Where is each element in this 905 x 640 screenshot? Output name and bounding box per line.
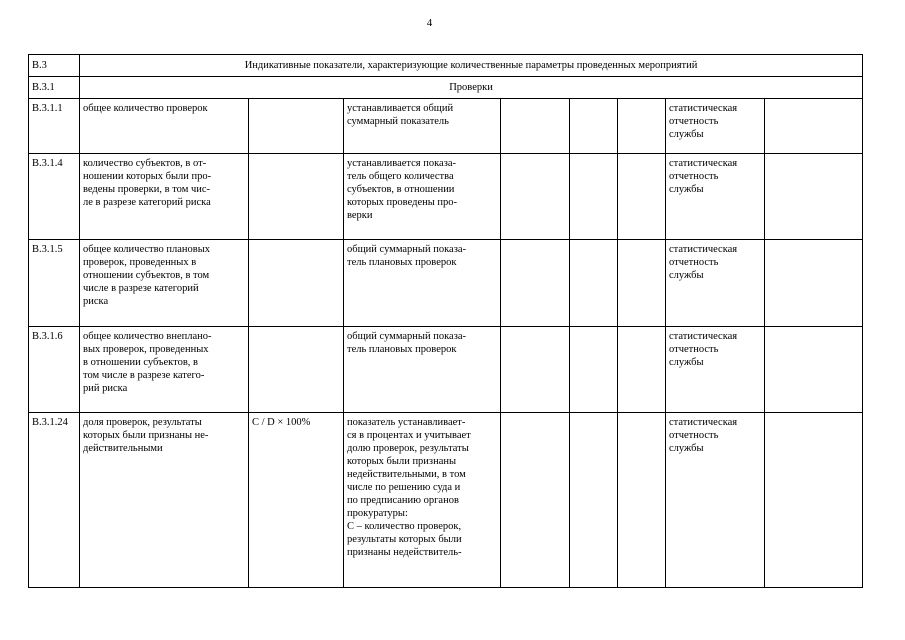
subsection-code: В.3.1 [29,77,80,99]
row-empty-cell [618,154,666,240]
row-source: статистическая отчетность службы [666,240,765,327]
row-empty-cell [765,240,863,327]
row-empty-cell [618,413,666,588]
row-code: В.3.1.6 [29,327,80,413]
row-empty-cell [618,240,666,327]
row-empty-cell [501,327,570,413]
row-empty-cell [618,99,666,154]
row-description: показатель устанавливает- ся в процентах и учитывает долю проверок, результаты которых были признаны недействительными, в том числе по решению суда и по предписанию органов прокуратуры: C – количество проверок, результаты которых были признаны недействитель- [344,413,501,588]
table-row [29,240,863,327]
page-number: 4 [426,17,433,29]
row-description: устанавливается показа- тель общего количества субъектов, в отношении которых проведены про- верки [344,154,501,240]
row-formula [249,327,344,413]
row-name: общее количество внеплано- вых проверок, проведенных в отношении субъектов, в том числе в разрезе катего- рий риска [80,327,249,413]
subsection-row [29,77,863,99]
row-description: общий суммарный показа- тель плановых проверок [344,240,501,327]
row-source: статистическая отчетность службы [666,413,765,588]
row-empty-cell [570,413,618,588]
row-source: статистическая отчетность службы [666,99,765,154]
row-formula [249,154,344,240]
row-source: статистическая отчетность службы [666,154,765,240]
row-empty-cell [765,327,863,413]
row-empty-cell [570,154,618,240]
row-empty-cell [570,99,618,154]
row-empty-cell [765,99,863,154]
row-name: общее количество проверок [80,99,249,154]
row-empty-cell [501,413,570,588]
section-code: В.3 [29,55,80,77]
row-code: В.3.1.4 [29,154,80,240]
row-empty-cell [765,413,863,588]
row-source: статистическая отчетность службы [666,327,765,413]
row-empty-cell [501,240,570,327]
row-empty-cell [570,327,618,413]
table-row [29,99,863,154]
row-name: общее количество плановых проверок, проведенных в отношении субъектов, в том числе в разрезе категорий риска [80,240,249,327]
row-empty-cell [570,240,618,327]
row-formula: C / D × 100% [249,413,344,588]
subsection-title: Проверки [80,77,863,99]
section-title: Индикативные показатели, характеризующие количественные параметры проведенных мероприятий [80,55,863,77]
row-empty-cell [501,99,570,154]
row-formula [249,240,344,327]
row-name: количество субъектов, в от- ношении которых были про- ведены проверки, в том чис- ле в разрезе категорий риска [80,154,249,240]
indicators-table [28,54,863,588]
section-row [29,55,863,77]
row-empty-cell [765,154,863,240]
row-code: В.3.1.5 [29,240,80,327]
row-formula [249,99,344,154]
row-code: В.3.1.24 [29,413,80,588]
row-description: устанавливается общий суммарный показатель [344,99,501,154]
table-row [29,327,863,413]
row-description: общий суммарный показа- тель плановых проверок [344,327,501,413]
row-name: доля проверок, результаты которых были признаны не- действительными [80,413,249,588]
table-row [29,413,863,588]
row-empty-cell [501,154,570,240]
row-code: В.3.1.1 [29,99,80,154]
row-empty-cell [618,327,666,413]
table-row [29,154,863,240]
